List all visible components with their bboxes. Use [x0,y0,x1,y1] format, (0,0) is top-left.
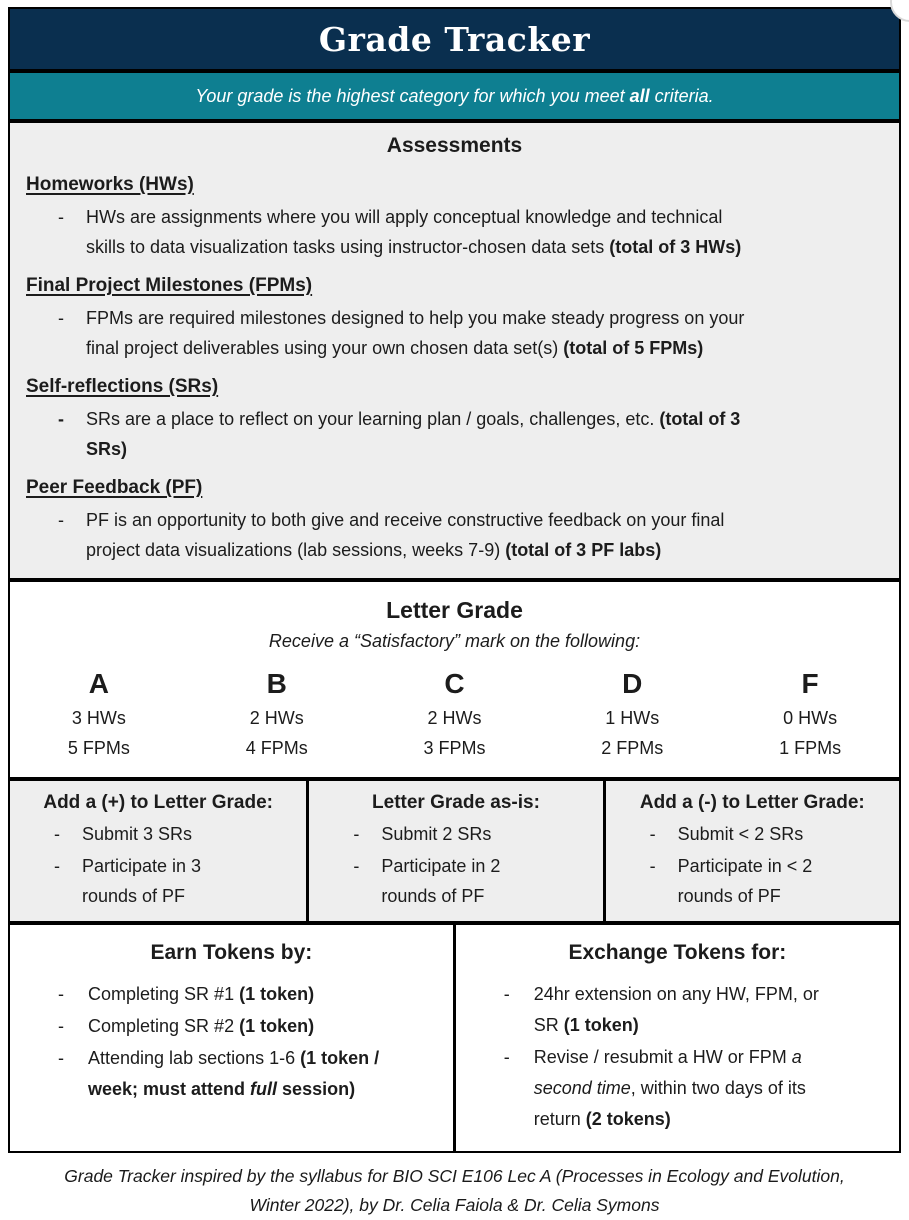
grade-column-a [10,665,188,763]
modifier-criterion: Submit 2 SRs [381,824,492,844]
list-item [16,851,300,911]
list-item [612,819,893,849]
modifier-heading: Add a (+) to Letter Grade: [43,792,273,813]
grade-hws: 1 HWs [605,708,660,728]
bullet-dash: - [353,824,360,844]
bullet-dash: - [503,984,510,1004]
bullet-dash: - [649,856,656,876]
letter-grade-panel [8,580,901,779]
earn-token-rule: Attending lab sections 1-6 (1 token / week; must attend full session) [88,1048,380,1099]
assessment-item-pf [26,473,883,565]
grade-hws: 2 HWs [249,708,304,728]
exchange-tokens-heading: Exchange Tokens for: [568,941,787,964]
modifier-column-asis [306,781,602,921]
modifier-criterion: Submit 3 SRs [82,824,193,844]
exchange-token-rule: 24hr extension on any HW, FPM, or SR (1 token) [533,984,819,1035]
grade-fpms: 5 FPMs [67,738,130,758]
grade-rule-text: Your grade is the highest category for which you meet all criteria. [195,86,714,106]
list-item [18,1011,445,1042]
grade-letter: B [266,668,287,699]
modifier-column-plus [10,781,306,921]
assessment-description: FPMs are required milestones designed to help you make steady progress on your final project deliverables using your own chosen data set(s) (total of 5 FPMs) [86,308,745,358]
bullet-dash: - [58,308,64,328]
list-item [464,1042,891,1135]
footer-credit [8,1162,901,1220]
grade-fpms: 4 FPMs [245,738,308,758]
bullet-dash: - [54,824,60,844]
list-item [26,505,883,565]
footer-credit-line2: Winter 2022), by Dr. Celia Faiola & Dr. Celia Symons [249,1195,660,1215]
modifier-column-minus [603,781,899,921]
footer-credit-line1: Grade Tracker inspired by the syllabus for BIO SCI E106 Lec A (Processes in Ecology and Evolution, [64,1166,845,1186]
grade-modifiers-panel [8,779,901,923]
bullet-dash: - [58,1048,64,1068]
bullet-dash: - [58,984,64,1004]
list-item [26,303,883,363]
page-title: Grade Tracker [318,20,591,59]
modifier-heading: Add a (-) to Letter Grade: [639,792,865,813]
list-item [18,979,445,1010]
list-item [315,851,596,911]
bullet-dash: - [58,510,64,530]
list-item [464,979,891,1041]
grade-column-b [188,665,366,763]
assessment-title: Self-reflections (SRs) [26,376,219,397]
earn-token-rule: Completing SR #1 (1 token) [88,984,315,1004]
modifier-criterion: Participate in < 2 rounds of PF [677,856,813,906]
exchange-tokens-column [453,925,899,1151]
bullet-dash: - [649,824,656,844]
assessment-item-homeworks [26,170,883,262]
earn-token-rule: Completing SR #2 (1 token) [88,1016,315,1036]
grade-letter: D [622,668,643,699]
grade-letter: C [444,668,465,699]
list-item [18,1043,445,1105]
grade-hws: 0 HWs [783,708,838,728]
assessment-item-srs [26,372,883,464]
grade-letter: A [88,668,110,699]
bullet-dash: - [58,409,64,429]
letter-grade-subheading: Receive a “Satisfactory” mark on the following: [268,631,641,651]
list-item [315,819,596,849]
grade-letter: F [801,668,819,699]
letter-grade-grid [10,665,899,763]
grade-fpms: 2 FPMs [601,738,664,758]
assessments-panel [8,121,901,580]
letter-grade-heading: Letter Grade [386,597,523,623]
assessment-title: Homeworks (HWs) [26,174,194,195]
list-item [612,851,893,911]
grade-column-c [366,665,544,763]
bullet-dash: - [503,1047,510,1067]
modifier-criterion: Participate in 3 rounds of PF [82,856,202,906]
bullet-dash: - [54,856,60,876]
assessment-description: SRs are a place to reflect on your learning plan / goals, challenges, etc. (total of 3 SRs) [86,409,741,459]
list-item [26,202,883,262]
earn-tokens-column [10,925,453,1151]
bullet-dash: - [58,207,64,227]
tokens-panel [8,923,901,1153]
modifier-criterion: Submit < 2 SRs [677,824,804,844]
grade-rule-banner [8,71,901,121]
assessment-title: Peer Feedback (PF) [26,477,203,498]
grade-fpms: 3 FPMs [423,738,486,758]
bullet-dash: - [353,856,360,876]
grade-hws: 3 HWs [71,708,126,728]
assessment-title: Final Project Milestones (FPMs) [26,275,313,296]
assessments-heading: Assessments [386,134,523,157]
assessment-description: HWs are assignments where you will apply conceptual knowledge and technical skills to data visualization tasks using instructor-chosen data sets (total of 3 HWs) [86,207,742,257]
grade-hws: 2 HWs [427,708,482,728]
grade-column-f [721,665,899,763]
modifier-heading: Letter Grade as-is: [372,792,540,813]
modifier-criterion: Participate in 2 rounds of PF [381,856,501,906]
assessment-item-fpms [26,271,883,363]
list-item [26,404,883,464]
grade-fpms: 1 FPMs [779,738,842,758]
title-panel [8,7,901,71]
bullet-dash: - [58,1016,64,1036]
assessment-description: PF is an opportunity to both give and receive constructive feedback on your final project data visualizations (lab sessions, weeks 7-9) (total of 3 PF labs) [86,510,725,560]
grade-column-d [543,665,721,763]
earn-tokens-heading: Earn Tokens by: [150,941,313,964]
list-item [16,819,300,849]
exchange-token-rule: Revise / resubmit a HW or FPM a second time, within two days of its return (2 tokens) [533,1047,806,1129]
